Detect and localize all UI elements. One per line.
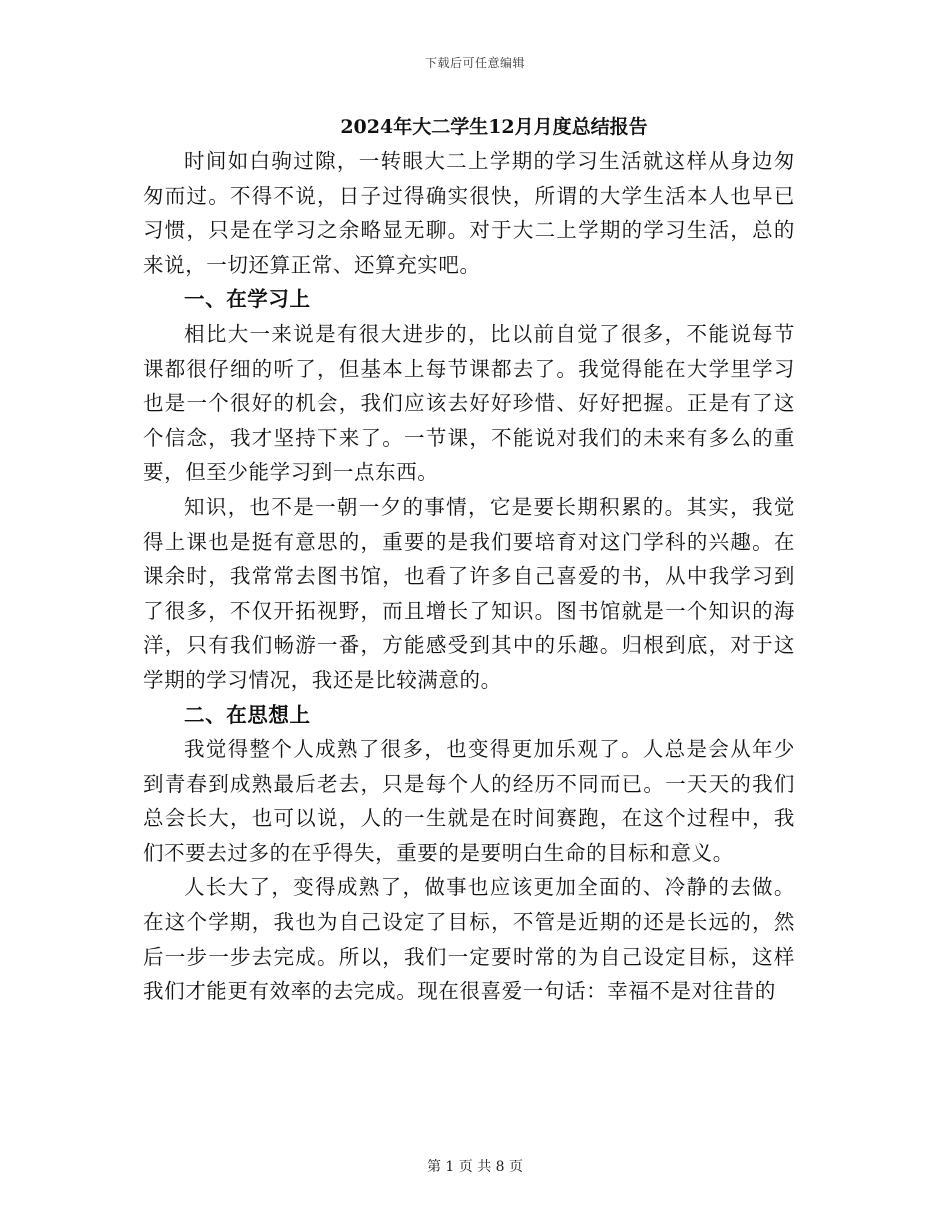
paragraph-study-knowledge: 知识，也不是一朝一夕的事情，它是要长期积累的。其实，我觉得上课也是挺有意思的，重要的是我们要培育对这门学科的兴趣。在课余时，我常常去图书馆，也看了许多自己喜爱的书，从中我学习到了很多，不仅开拓视野，而且增长了知识。图书馆就是一个知识的海洋，只有我们畅游一番，方能感受到其中的乐趣。归根到底，对于这学期的学习情况，我还是比较满意的。 bbox=[143, 494, 795, 692]
section-heading-thought: 二、在思想上 bbox=[184, 702, 311, 727]
page-number: 第 1 页 共 8 页 bbox=[426, 1159, 524, 1175]
paragraph-thought-maturity: 我觉得整个人成熟了很多，也变得更加乐观了。人总是会从年少到青春到成熟最后老去，只是每个人的经历不同而已。一天天的我们总会长大，也可以说，人的一生就是在时间赛跑，在这个过程中，我们不要去过多的在乎得失，重要的是要明白生命的目标和意义。 bbox=[143, 737, 795, 865]
header-note: 下载后可任意编辑 bbox=[424, 56, 525, 70]
document-body bbox=[143, 110, 795, 1009]
paragraph-thought-goals: 人长大了，变得成熟了，做事也应该更加全面的、冷静的去做。在这个学期，我也为自己设定了目标，不管是近期的还是长远的，然后一步一步去完成。所以，我们一定要时常的为自己设定目标，这样我们才能更有效率的去完成。现在很喜爱一句话：幸福不是对往昔的 bbox=[143, 875, 795, 1004]
section-heading-study: 一、在学习上 bbox=[184, 287, 311, 312]
paragraph-intro: 时间如白驹过隙，一转眼大二上学期的学习生活就这样从身边匆匆而过。不得不说，日子过得确实很快，所谓的大学生活本人也早已习惯，只是在学习之余略显无聊。对于大二上学期的学习生活，总的来说，一切还算正常、还算充实吧。 bbox=[143, 149, 795, 277]
document-title: 2024年大二学生12月月度总结报告 bbox=[340, 116, 648, 138]
paragraph-study-progress: 相比大一来说是有很大进步的，比以前自觉了很多，不能说每节课都很仔细的听了，但基本上每节课都去了。我觉得能在大学里学习也是一个很好的机会，我们应该去好好珍惜、好好把握。正是有了这个信念，我才坚持下来了。一节课，不能说对我们的未来有多么的重要，但至少能学习到一点东西。 bbox=[143, 321, 795, 485]
